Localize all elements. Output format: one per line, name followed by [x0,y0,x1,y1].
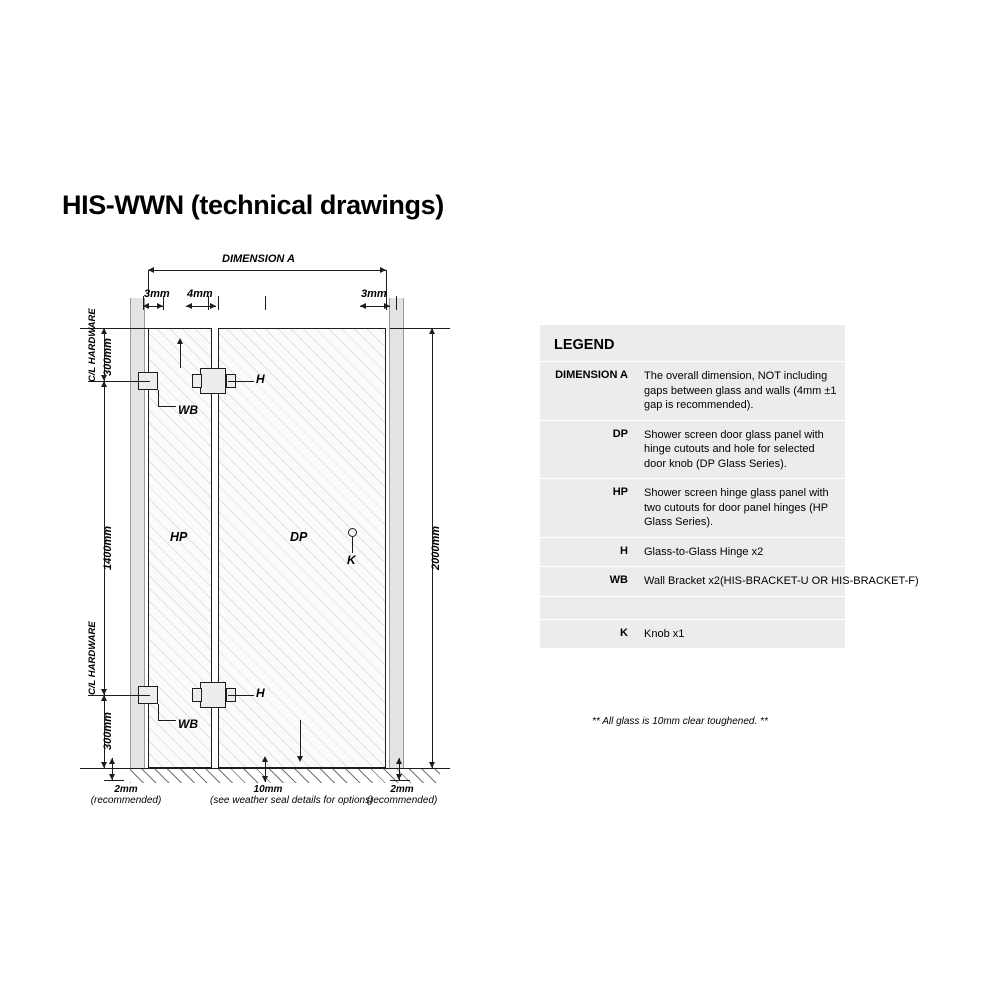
dim-1400-arrow-up [101,381,107,387]
gap-mid-label: 4mm [187,288,213,300]
wall-bracket-top-leader-v [158,390,159,406]
legend-key: K [620,626,628,639]
dim-2mm-right-arrow-up [396,758,402,764]
dim-2000-label: 2000mm [430,525,442,570]
hinge-bottom-tab-left [192,688,202,702]
legend-footnote: ** All glass is 10mm clear toughened. ** [592,716,768,727]
bottom-center-clearance-note: (see weather seal details for options) [210,795,374,806]
hinge-bottom-leader [228,695,254,696]
wall-bracket-top-leader-h [158,406,176,407]
dp-bottom-arrow-head [297,756,303,762]
legend-row-dimension-a [540,362,845,421]
page-title: HIS-WWN (technical drawings) [62,190,444,220]
dim-300-top-arrow-up [101,328,107,334]
dim-2000-arrow-up [429,328,435,334]
gap-mid-tick-2 [218,296,219,310]
right-ext-top [390,328,450,329]
hp-top-arrow-head [177,338,183,344]
hinge-top-leader [228,381,254,382]
bottom-right-clearance-note: (recommended) [366,795,438,806]
bottom-right-clearance-value: 2mm [390,784,414,795]
hp-panel-label: HP [170,530,188,544]
legend-row-hp [540,479,845,538]
wall-bracket-bottom-label: WB [178,717,198,731]
gap-mid-arrow-1 [186,303,192,309]
hinge-bottom [200,682,226,708]
dimension-a-line [148,270,386,271]
legend-value: Shower screen hinge glass panel with two cutouts for door panel hinges (HP Glass Series). [644,487,829,529]
dim-2mm-left-arrow-up [109,758,115,764]
bottom-left-clearance-value: 2mm [114,784,138,795]
dim-300-top-label: 300mm [102,338,114,376]
legend-row-dp [540,421,845,480]
legend-spacer [540,597,845,620]
dim-300-bottom-arrow-up [101,695,107,701]
legend-value: Shower screen door glass panel with hinge cutouts and hole for selected door knob (DP Glass Series). [644,428,824,470]
dim-10mm-arrow-down [262,776,268,782]
dimension-a-label: DIMENSION A [222,253,295,265]
legend-value: Glass-to-Glass Hinge x2 [644,545,764,558]
dp-panel-label: DP [290,530,308,544]
legend-title: LEGEND [540,325,845,362]
bottom-left-clearance-note: (recommended) [90,795,162,806]
legend-key: DIMENSION A [555,369,628,381]
gap-right-arrow-1 [360,303,366,309]
dim-2mm-right-tick [390,780,410,781]
dim-10mm-arrow-up [262,756,268,762]
door-knob [348,528,357,537]
legend-value: Wall Bracket x2(HIS-BRACKET-U OR HIS-BRACKET-F) [644,575,919,588]
door-glass-panel [218,328,386,768]
dp-bottom-arrow-line [300,720,301,760]
center-tick [265,296,266,310]
dim-1400-label: 1400mm [102,525,114,570]
legend-key: DP [612,427,628,440]
hinge-top-label: H [256,372,265,386]
legend-row-h [540,538,845,568]
legend-key: HP [612,486,628,499]
bottom-center-clearance-value: 10mm [253,784,283,795]
hinge-top-tab-left [192,374,202,388]
hinge-top [200,368,226,394]
dim-300-bottom-label: 300mm [102,712,114,750]
wall-right [389,298,404,768]
wall-bracket-bottom-leader-h [158,720,176,721]
bottom-center-clearance [210,784,374,806]
gap-right-label: 3mm [361,288,387,300]
hp-top-arrow-line [180,342,181,368]
dim-2mm-left-tick [104,780,124,781]
gap-mid-arrow-2 [210,303,216,309]
legend-value: Knob x1 [644,627,685,640]
cl-hardware-top-label: C/L HARDWARE [87,308,98,382]
wall-bracket-top-label: WB [178,403,198,417]
knob-leader [352,537,353,553]
legend-row-wb [540,567,919,597]
legend-value: The overall dimension, NOT including gaps between glass and walls (4mm ±1 gap is recommended). [644,370,837,412]
legend-key: WB [609,574,628,587]
left-ext-hw-bottom [88,695,150,696]
legend-key: H [620,544,628,557]
legend-panel [540,325,919,648]
hinge-bottom-label: H [256,686,265,700]
knob-label: K [347,553,356,567]
dim-300-bottom-arrow-down [101,762,107,768]
cl-hardware-bottom-label: C/L HARDWARE [87,621,98,695]
legend-row-k [540,620,845,649]
gap-left-label: 3mm [144,288,170,300]
bottom-right-clearance [352,784,452,806]
wall-bracket-bottom-leader-v [158,704,159,720]
bottom-left-clearance [76,784,176,806]
technical-drawing [60,250,510,850]
gap-right-tick-2 [396,296,397,310]
